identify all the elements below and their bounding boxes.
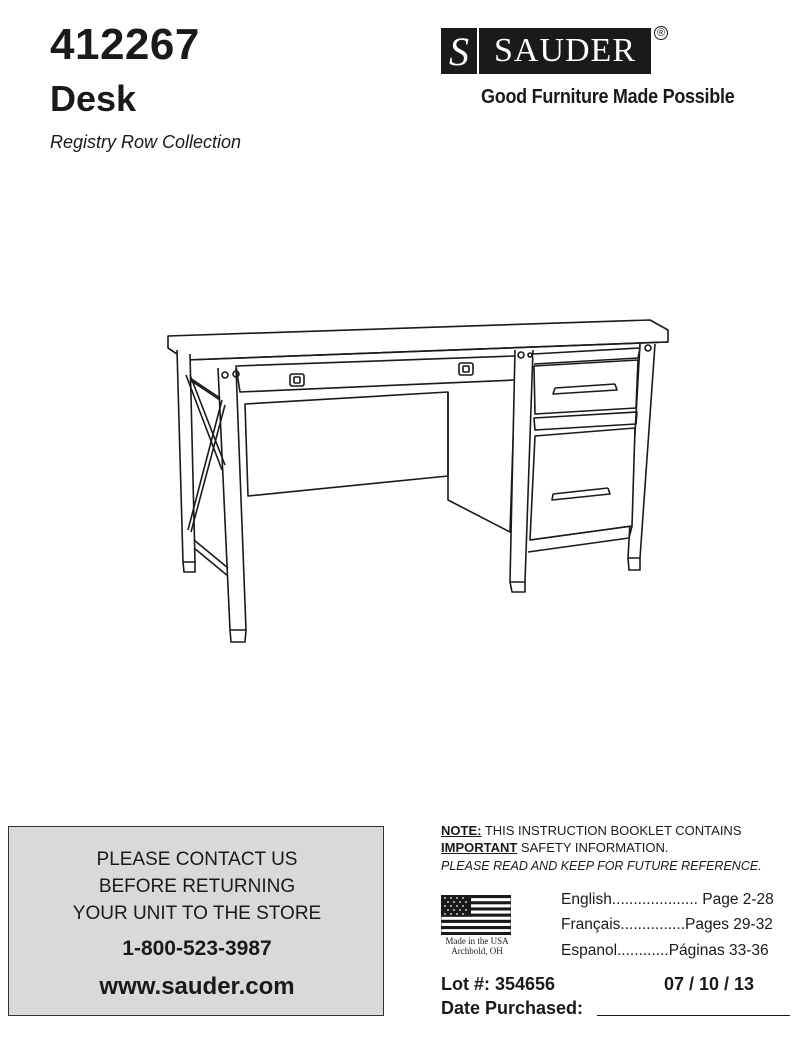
us-flag-icon — [441, 895, 511, 935]
safety-note — [441, 822, 801, 856]
important-label: IMPORTANT — [441, 840, 518, 855]
language-french: Français...............Pages 29-32 — [561, 916, 773, 933]
logo-wordmark: SAUDER — [493, 32, 637, 69]
registered-mark: ® — [654, 26, 668, 40]
date-purchased-field[interactable] — [597, 1015, 790, 1016]
website-link[interactable]: www.sauder.com — [99, 973, 295, 1000]
brand-tagline: Good Furniture Made Possible — [481, 86, 735, 108]
keep-notice: PLEASE READ AND KEEP FOR FUTURE REFERENCE. — [441, 859, 762, 873]
desk-illustration — [150, 300, 680, 650]
contact-line-1: PLEASE CONTACT US — [96, 849, 298, 870]
contact-box — [8, 826, 384, 1016]
note-label: NOTE: — [441, 823, 482, 838]
note-text-2: SAFETY INFORMATION. — [517, 840, 669, 855]
logo-mark: S — [441, 28, 479, 74]
phone-number[interactable]: 1-800-523-3987 — [122, 937, 272, 960]
product-name: Desk — [50, 78, 137, 119]
lot-number: Lot #: 354656 — [441, 974, 556, 994]
note-text-1: THIS INSTRUCTION BOOKLET CONTAINS — [481, 823, 742, 838]
language-english: English.................... Page 2-28 — [561, 891, 774, 908]
made-in-usa — [432, 936, 522, 956]
date-purchased-label: Date Purchased: — [441, 998, 584, 1018]
contact-line-2: BEFORE RETURNING — [98, 876, 296, 897]
collection-name: Registry Row Collection — [50, 132, 242, 152]
language-spanish: Espanol............Páginas 33-36 — [561, 942, 769, 959]
model-number: 412267 — [50, 20, 200, 69]
made-in-city: Archbold, OH — [451, 946, 503, 956]
lot-date: 07 / 10 / 13 — [664, 974, 755, 994]
made-in-label: Made in the USA — [445, 936, 509, 946]
contact-line-3: YOUR UNIT TO THE STORE — [72, 903, 322, 924]
sauder-logo — [441, 28, 651, 74]
